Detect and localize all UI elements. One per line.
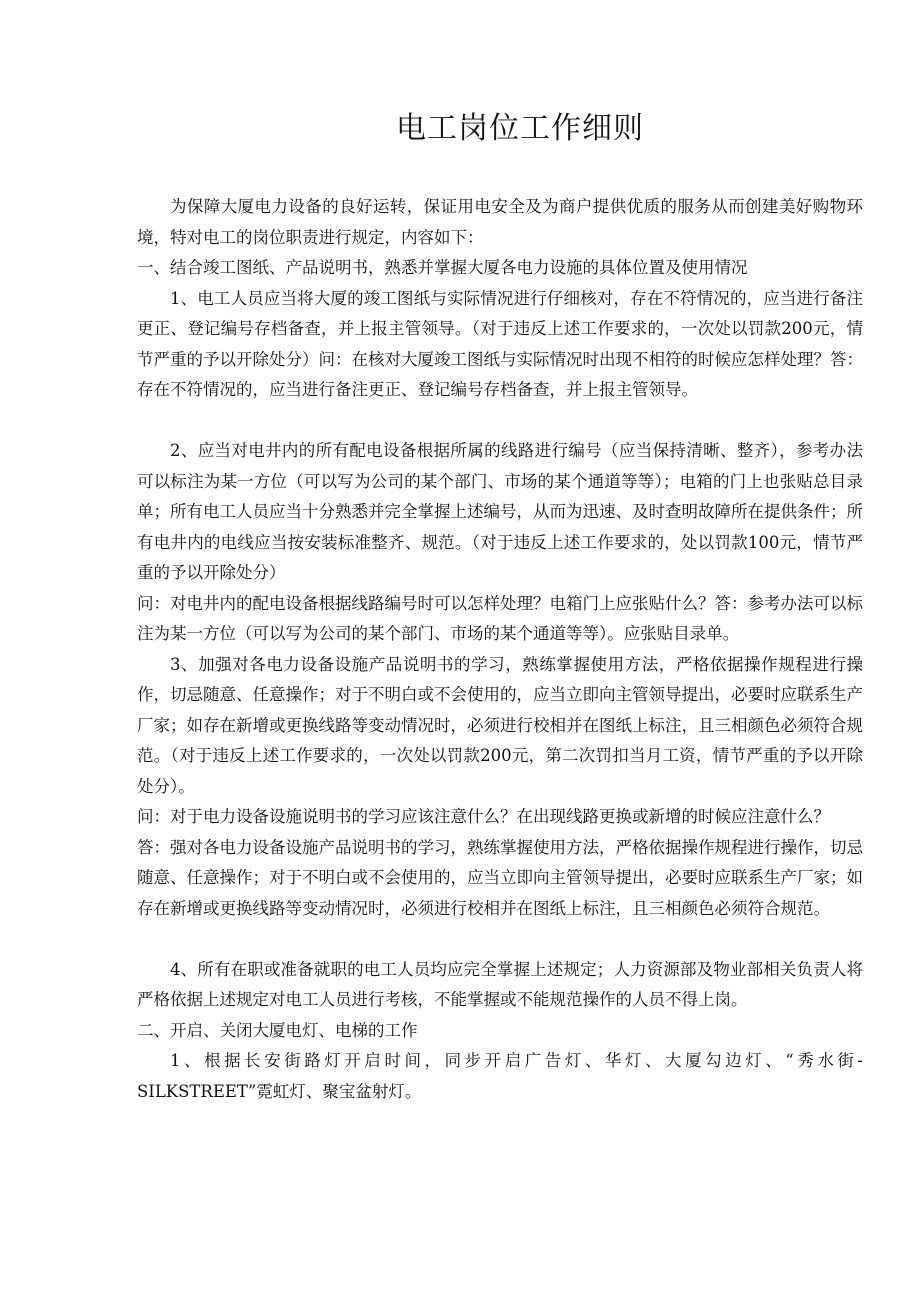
question-paragraph: 问：对于电力设备设施说明书的学习应该注意什么？在出现线路更换或新增的时候应注意什么？ [137, 807, 830, 826]
document-body [137, 192, 863, 1107]
paragraph-spacer [137, 924, 863, 955]
list-item: 3、加强对各电力设备设施产品说明书的学习，熟练掌握使用方法，严格依据操作规程进行操作，切忌随意、任意操作；对于不明白或不会使用的，应当立即向主管领导提出，必要时应联系生产厂家；如存在新增或更换线路等变动情况时，必须进行校相并在图纸上标注，且三相颜色必须符合规范。（对于违反上述工作要求的，一次处以罚款200元，第二次罚扣当月工资，情节严重的予以开除处分）。 [137, 654, 863, 796]
qa-paragraph: 问：对电井内的配电设备根据线路编号时可以怎样处理？电箱门上应张贴什么？答：参考办法可以标注为某一方位（可以写为公司的某个部门、市场的某个通道等等）。应张贴目录单。 [137, 593, 863, 643]
intro-paragraph: 为保障大厦电力设备的良好运转，保证用电安全及为商户提供优质的服务从而创建美好购物环境，特对电工的岗位职责进行规定，内容如下： [137, 197, 863, 247]
document-title: 电工岗位工作细则 [396, 111, 644, 146]
section-heading: 二、开启、关闭大厦电灯、电梯的工作 [137, 1020, 418, 1040]
list-item: 4、所有在职或准备就职的电工人员均应完全掌握上述规定；人力资源部及物业部相关负责人将严格依据上述规定对电工人员进行考核，不能掌握或不能规范操作的人员不得上岗。 [137, 959, 863, 1009]
section-heading: 一、结合竣工图纸、产品说明书，熟悉并掌握大厦各电力设施的具体位置及使用情况 [137, 258, 748, 277]
answer-paragraph: 答：强对各电力设备设施产品说明书的学习，熟练掌握使用方法，严格依据操作规程进行操作，切忌随意、任意操作；对于不明白或不会使用的，应当立即向主管领导提出，必要时应联系生产厂家；如存在新增或更换线路等变动情况时，必须进行校相并在图纸上标注，且三相颜色必须符合规范。 [137, 837, 863, 918]
list-item: 1、电工人员应当将大厦的竣工图纸与实际情况进行仔细核对，存在不符情况的，应当进行备注更正、登记编号存档备查，并上报主管领导。（对于违反上述工作要求的，一次处以罚款200元，情节严重的予以开除处分）问：在核对大厦竣工图纸与实际情况时出现不相符的时候应怎样处理？答：存在不符情况的，应当进行备注更正、登记编号存档备查，并上报主管领导。 [137, 288, 863, 399]
list-item: 2、应当对电井内的所有配电设备根据所属的线路进行编号（应当保持清晰、整齐），参考办法可以标注为某一方位（可以写为公司的某个部门、市场的某个通道等等）；电箱的门上也张贴总目录单；所有电工人员应当十分熟悉并完全掌握上述编号，从而为迅速、及时查明故障所在提供条件；所有电井内的电线应当按安装标准整齐、规范。（对于违反上述工作要求的，处以罚款100元，情节严重的予以开除处分） [137, 441, 863, 582]
paragraph-spacer [137, 406, 863, 437]
list-item: 1、根据长安街路灯开启时间，同步开启广告灯、华灯、大厦勾边灯、“秀水街-SILKSTREET”霓虹灯、聚宝盆射灯。 [137, 1051, 863, 1101]
